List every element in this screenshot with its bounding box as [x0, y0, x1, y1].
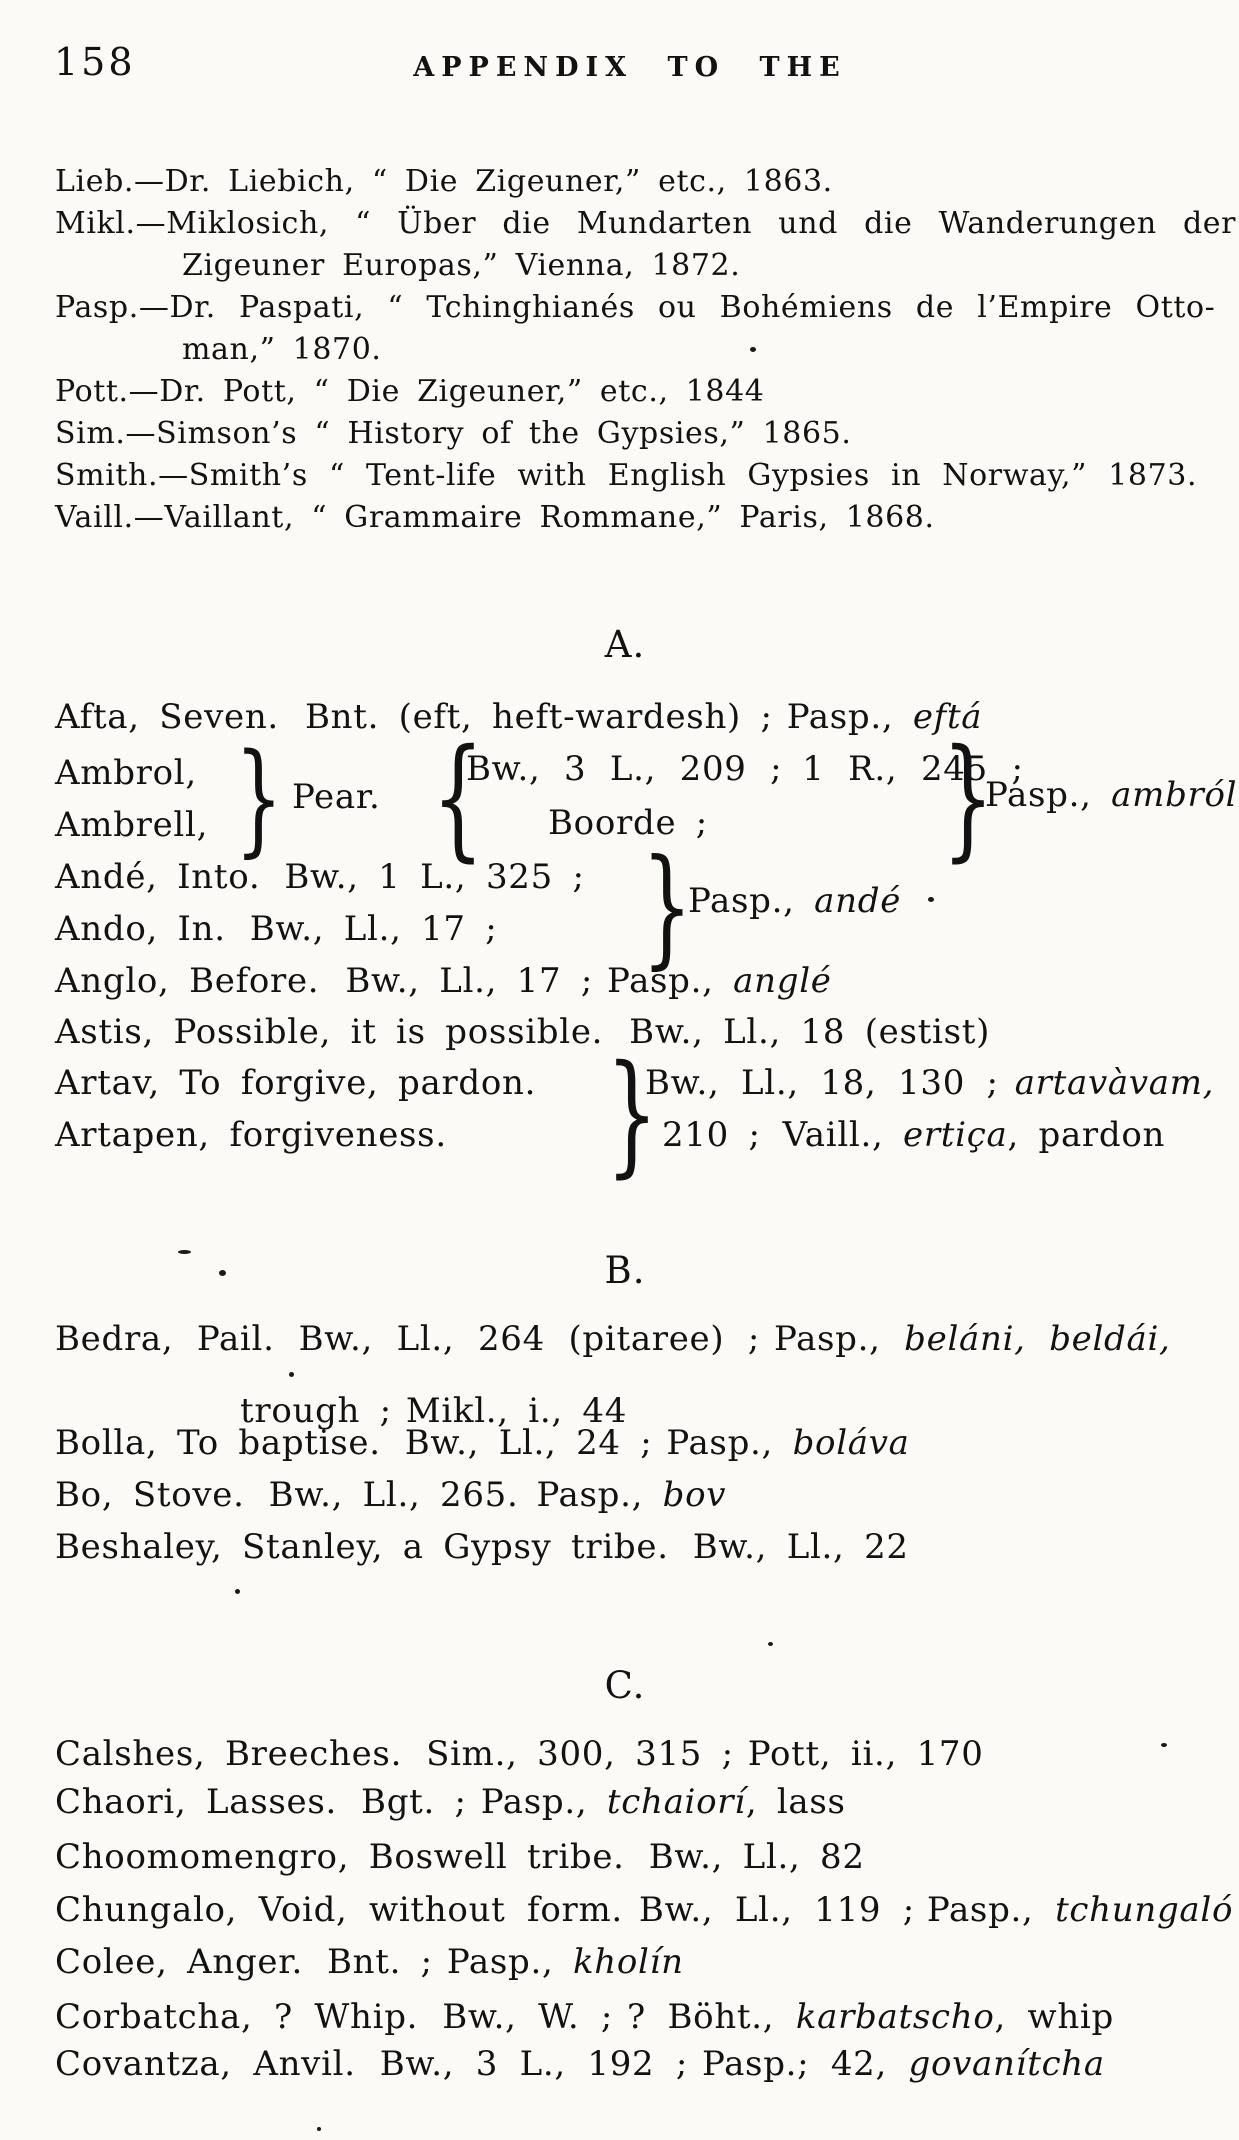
italic-term: eftá [912, 697, 983, 737]
text-run: Bw., Ll., 265. [268, 1475, 519, 1515]
entry-ambrol-headword [55, 754, 197, 793]
italic-term: beláni, beldái, [904, 1319, 1171, 1359]
ink-speck [768, 1642, 773, 1646]
ink-speck [178, 1250, 191, 1254]
entry-artav-right [645, 1064, 1214, 1103]
text-run: Lieb.—Dr. Liebich, “ Die Zigeuner,” etc., 1863. [55, 164, 833, 199]
entry-bolla [55, 1424, 910, 1463]
entry-afta [55, 698, 982, 737]
entry-covantza [55, 2045, 1105, 2084]
section-heading-a [605, 624, 645, 667]
text-run: Bw., Ll., 18 (estist) [629, 1012, 991, 1052]
italic-term: boláva [792, 1423, 910, 1463]
text-run: Afta, Seven. [55, 697, 279, 737]
text-run: Pasp., [607, 961, 734, 1001]
text-run: Artapen, forgiveness. [55, 1115, 447, 1155]
text-run: Vaill., [782, 1115, 904, 1155]
text-run: , pardon [1007, 1115, 1166, 1155]
text-run: Pasp., [666, 1423, 793, 1463]
entry-artav-left [55, 1064, 536, 1103]
text-run: Choomomengro, Boswell tribe. [55, 1837, 625, 1877]
text-run: Colee, Anger. [55, 1942, 303, 1982]
entry-chungalo [55, 1891, 1233, 1930]
entry-ando-line [55, 910, 497, 949]
text-run: Bw., Ll., 17 ; [249, 909, 498, 949]
text-run: Pasp., [536, 1475, 663, 1515]
text-run: Chungalo, Void, without form. [55, 1890, 623, 1930]
text-run: Bnt. (eft, heft-wardesh) ; [304, 697, 773, 737]
ink-speck [317, 2127, 321, 2131]
text-run: Anglo, Before. [55, 961, 320, 1001]
text-run: Ambrol, [55, 753, 197, 793]
ink-speck [928, 897, 934, 902]
text-run: Bw., Ll., 22 [692, 1527, 909, 1567]
text-run: Bw., Ll., 264 (pitaree) ; [298, 1319, 761, 1359]
italic-term: artavàvam, [1014, 1063, 1215, 1103]
biblio-lieb [55, 165, 833, 200]
text-run: 210 ; [662, 1115, 761, 1155]
ink-speck [1161, 1743, 1167, 1747]
biblio-smith [55, 459, 1197, 494]
italic-term: ambról [1111, 775, 1238, 815]
section-heading-c [605, 1665, 646, 1708]
text-run: Bw., Ll., 17 ; [345, 961, 594, 1001]
text-run: Pott, ii., 170 [747, 1734, 984, 1774]
text-run: Bw., Ll., 82 [648, 1837, 865, 1877]
text-run: Artav, To forgive, pardon. [55, 1063, 537, 1103]
text-run: Ambrell, [55, 805, 209, 845]
biblio-vaill [55, 501, 935, 536]
text-run: Bw., Ll., 18, 130 ; [645, 1063, 999, 1103]
entry-artapen-right [662, 1116, 1165, 1155]
text-run: , whip [994, 1997, 1114, 2037]
text-run: Mikl., i., 44 [405, 1391, 628, 1431]
text-run: Sim., 300, 315 ; [426, 1734, 734, 1774]
italic-term: tchungaló [1055, 1890, 1234, 1930]
entry-astis [55, 1013, 990, 1052]
text-run: Bw., 3 L., 192 ; [379, 2044, 689, 2084]
entry-colee [55, 1943, 684, 1982]
text-run: Boorde ; [548, 803, 708, 843]
italic-term: govanítcha [908, 2044, 1105, 2084]
italic-term: kholín [572, 1942, 684, 1982]
text-run: Bw., 1 L., 325 ; [284, 857, 585, 897]
entry-chaori [55, 1783, 846, 1822]
text-run: Smith.—Smith’s “ Tent-life with English Gypsies in Norway,” 1873. [55, 458, 1198, 493]
text-run: Pasp., [446, 1942, 573, 1982]
text-run: Pasp., [774, 1319, 905, 1359]
biblio-pasp [55, 291, 1215, 326]
text-run: Pasp., [480, 1782, 607, 1822]
italic-term: anglé [733, 961, 832, 1001]
biblio-mikl [55, 207, 1236, 242]
running-header: APPENDIX TO THE [413, 52, 847, 83]
text-run: Pasp., [688, 881, 815, 921]
italic-term: bov [662, 1475, 727, 1515]
text-run: Pear. [292, 777, 381, 817]
text-run: Chaori, Lasses. [55, 1782, 338, 1822]
entry-anglo [55, 962, 832, 1001]
text-run: Vaill.—Vaillant, “ Grammaire Rommane,” Paris, 1868. [55, 500, 935, 535]
entry-artapen-left [55, 1116, 447, 1155]
entry-bedra [55, 1320, 1171, 1359]
entry-calshes [55, 1735, 984, 1774]
text-run: Corbatcha, ? Whip. [55, 1997, 419, 2037]
entry-beshaley [55, 1528, 909, 1567]
ink-speck [235, 1589, 240, 1594]
text-run: Bo, Stove. [55, 1475, 245, 1515]
entry-corbatcha [55, 1998, 1114, 2037]
close-brace: } [234, 727, 283, 869]
text-run: Beshaley, Stanley, a Gypsy tribe. [55, 1527, 669, 1567]
text-run: Pasp., [926, 1890, 1056, 1930]
entry-bo [55, 1476, 726, 1515]
text-run: Bw., Ll., 24 ; [404, 1423, 653, 1463]
entry-choomomengro [55, 1838, 865, 1877]
page-number: 158 [54, 40, 136, 84]
text-run: Andé, Into. [55, 857, 261, 897]
italic-term: ertiça [903, 1115, 1008, 1155]
ink-speck [750, 347, 756, 352]
text-run: Bedra, Pail. [55, 1319, 275, 1359]
text-run: Calshes, Breeches. [55, 1734, 403, 1774]
entry-ambrol-refs-1 [466, 750, 1024, 789]
text-run: Mikl.—Miklosich, “ Über die Mundarten und die Wanderungen der [55, 206, 1237, 241]
ink-speck [289, 1372, 294, 1377]
biblio-mikl-cont [182, 249, 740, 284]
text-run: Pasp.—Dr. Paspati, “ Tchinghianés ou Bohémiens de l’Empire Otto- [55, 290, 1216, 325]
text-run: , lass [745, 1782, 846, 1822]
text-run: Pasp., [985, 775, 1112, 815]
entry-ande-pasp [688, 882, 901, 921]
close-brace: } [605, 1037, 659, 1191]
text-run: trough ; [240, 1391, 392, 1431]
entry-ande-line [55, 858, 585, 897]
text-run: Zigeuner Europas,” Vienna, 1872. [182, 248, 741, 283]
open-brace: { [431, 721, 485, 875]
text-run: Bw., W. ; [442, 1997, 614, 2037]
text-run: ? Böht., [627, 1997, 796, 2037]
text-run: Covantza, Anvil. [55, 2044, 356, 2084]
entry-ambrol-gloss [292, 778, 381, 817]
text-run: Pasp.; 42, [702, 2044, 909, 2084]
text-run: C. [604, 1664, 646, 1707]
text-run: Astis, Possible, it is possible. [55, 1012, 604, 1052]
text-run: 1 R., 245 ; [802, 749, 1024, 789]
section-heading-b [605, 1250, 646, 1293]
text-run: Bw., 3 L., 209 ; [466, 749, 783, 789]
text-run: A. [604, 623, 646, 666]
biblio-sim [55, 417, 851, 452]
close-brace: } [941, 721, 995, 875]
text-run: Pott.—Dr. Pott, “ Die Zigeuner,” etc., 1844 [55, 374, 765, 409]
text-run: man,” 1870. [182, 332, 382, 367]
text-run: Bgt. ; [361, 1782, 467, 1822]
entry-ambrell-headword [55, 806, 208, 845]
text-run: Bnt. ; [326, 1942, 433, 1982]
entry-ambrol-pasp [985, 776, 1237, 815]
text-run: Sim.—Simson’s “ History of the Gypsies,” 1865. [55, 416, 852, 451]
text-run: B. [604, 1249, 646, 1292]
text-run: Ando, In. [55, 909, 226, 949]
italic-term: andé [814, 881, 902, 921]
italic-term: tchaiorí [606, 1782, 746, 1822]
biblio-pasp-cont [182, 333, 382, 368]
text-run: Bolla, To baptise. [55, 1423, 381, 1463]
ink-speck [219, 1270, 226, 1276]
text-run: Bw., Ll., 119 ; [638, 1890, 915, 1930]
italic-term: karbatscho [795, 1997, 995, 2037]
close-brace: } [641, 832, 693, 982]
biblio-pott [55, 375, 765, 410]
text-run: Pasp., [786, 697, 913, 737]
